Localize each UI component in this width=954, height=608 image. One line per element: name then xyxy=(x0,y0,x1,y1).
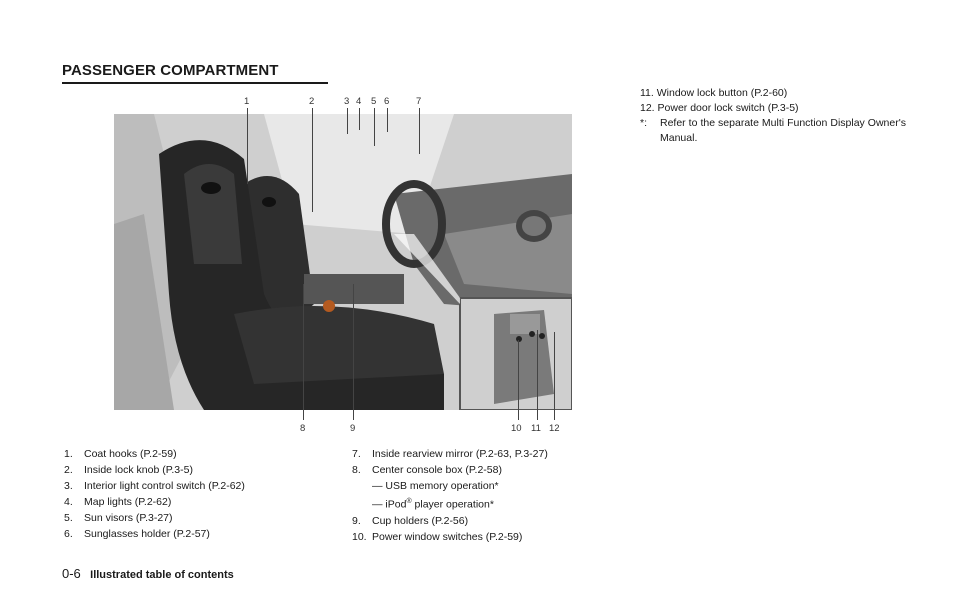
list-item: 10. Power window switches (P.2-59) xyxy=(352,530,523,543)
leader-line-8 xyxy=(303,284,304,420)
callout-1: 1 xyxy=(244,96,250,107)
footnote-marker: *: xyxy=(640,117,648,129)
page-footer xyxy=(62,566,234,581)
list-item: 2. Inside lock knob (P.3-5) xyxy=(64,464,193,476)
callout-9: 9 xyxy=(350,423,356,434)
passenger-compartment-illustration xyxy=(114,114,572,410)
leader-line-9 xyxy=(353,284,354,420)
leader-line-10 xyxy=(518,340,519,420)
callout-6: 6 xyxy=(384,96,390,107)
legend-list-middle xyxy=(352,446,548,545)
legend-list-right xyxy=(640,86,906,146)
list-subitem: — iPod® player operation* xyxy=(372,498,494,511)
list-item: 4. Map lights (P.2-62) xyxy=(64,496,172,508)
list-item: 8. Center console box (P.2-58) xyxy=(352,464,502,476)
list-subitem: — USB memory operation* xyxy=(372,480,499,492)
leader-line-11 xyxy=(537,330,538,420)
leader-line-4 xyxy=(359,108,360,130)
list-item: 9. Cup holders (P.2-56) xyxy=(352,514,469,527)
callout-11: 11 xyxy=(531,423,541,434)
footnote xyxy=(640,116,906,146)
section-heading: PASSENGER COMPARTMENT xyxy=(62,62,279,79)
footnote-text: Refer to the separate Multi Function Display Owner's Manual. xyxy=(660,117,906,144)
leader-line-1 xyxy=(247,108,248,184)
leader-line-12 xyxy=(554,332,555,420)
footer-section-title: Illustrated table of contents xyxy=(90,569,234,581)
callout-7: 7 xyxy=(416,96,422,107)
legend-list-left xyxy=(64,446,245,542)
callout-3: 3 xyxy=(344,96,350,107)
page-number: 0-6 xyxy=(62,566,81,581)
callout-10: 10 xyxy=(511,423,522,434)
leader-line-6 xyxy=(387,108,388,132)
callout-12: 12 xyxy=(549,423,560,434)
leader-line-3 xyxy=(347,108,348,134)
list-item: 7. Inside rearview mirror (P.2-63, P.3-27) xyxy=(352,448,548,460)
list-item: 11. Window lock button (P.2-60) xyxy=(640,87,788,99)
list-item: 3. Interior light control switch (P.2-62) xyxy=(64,480,245,492)
list-item: 1. Coat hooks (P.2-59) xyxy=(64,448,177,460)
callout-8: 8 xyxy=(300,423,306,434)
interior-drawing xyxy=(114,114,572,410)
heading-underline xyxy=(62,82,328,84)
callout-2: 2 xyxy=(309,96,315,107)
callout-5: 5 xyxy=(371,96,377,107)
leader-line-7 xyxy=(419,108,420,154)
leader-line-5 xyxy=(374,108,375,146)
list-item: 6. Sunglasses holder (P.2-57) xyxy=(64,528,210,540)
list-item: 12. Power door lock switch (P.3-5) xyxy=(640,102,799,114)
callout-4: 4 xyxy=(356,96,362,107)
leader-line-2 xyxy=(312,108,313,212)
list-item: 5. Sun visors (P.3-27) xyxy=(64,512,173,524)
